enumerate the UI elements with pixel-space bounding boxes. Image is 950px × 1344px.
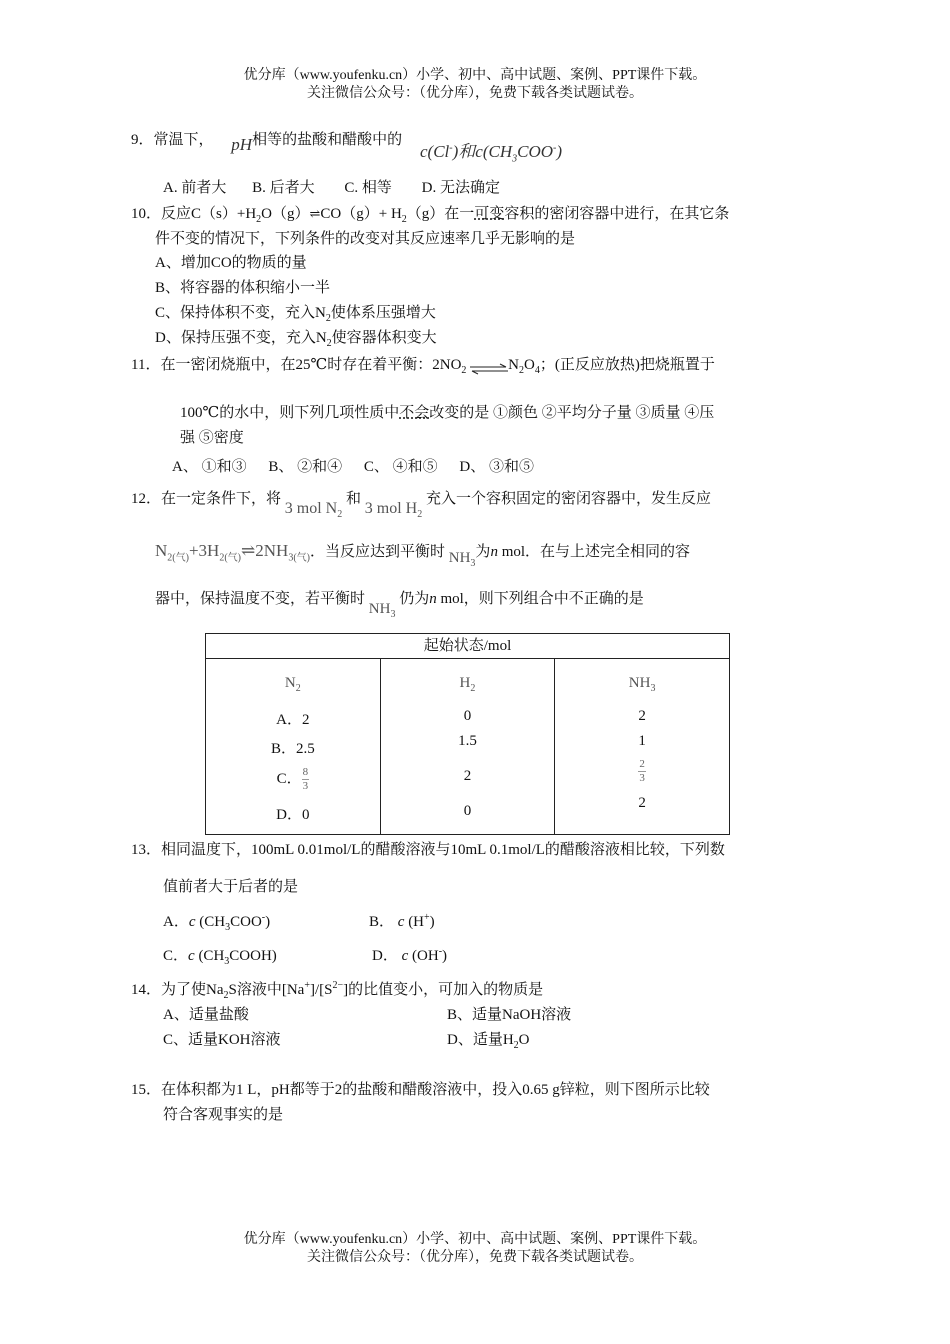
reaction-equation <box>155 541 310 564</box>
option-text: O <box>518 1032 530 1048</box>
option-text: (H <box>408 914 425 930</box>
q9-text-b: 相等的盐酸和醋酸中的 <box>252 132 403 148</box>
q10-line-2: 件不变的情况下，下列条件的改变对其反应速率几乎无影响的是 <box>155 231 576 247</box>
q12-h2-amount: 3 mol $H_2$ <box>364 500 423 521</box>
q13-option-c[interactable]: C．c $(CH_3COOH)$ <box>163 948 277 967</box>
q12-text: 仍为 <box>399 591 430 607</box>
option-text: 使体系压强增大 <box>330 305 436 321</box>
question-number: 13． <box>131 842 162 858</box>
option-text: D、适量H <box>447 1032 514 1048</box>
nh3-symbol: $NH_3$ <box>368 601 396 620</box>
q15-text: 在体积都为1 L，pH都等于2的盐酸和醋酸溶液中，投入0.65 g锌粒，则下图所示比较 <box>161 1082 710 1098</box>
variable-c: c <box>401 948 409 964</box>
question-number: 15． <box>131 1082 162 1098</box>
option-label: B． <box>369 914 395 930</box>
table-header <box>206 675 380 694</box>
table-cell: 2 <box>638 708 646 724</box>
table-col-n2 <box>206 659 381 835</box>
q14-text: 为了使Na <box>161 982 224 998</box>
page-header <box>0 67 950 103</box>
fraction-2-3 <box>638 758 646 785</box>
variable-c: c <box>188 914 196 930</box>
q12-line-2 <box>155 540 691 569</box>
option-text: D、保持压强不变，充入N <box>155 330 327 346</box>
option-text: 使容器体积变大 <box>331 330 437 346</box>
q10-option-b[interactable]: B、将容器的体积缩小一半 <box>155 280 331 296</box>
formula-part: NH <box>368 601 391 617</box>
q12-text: 器中，保持温度不变，若平衡时 <box>155 591 366 607</box>
q9-formula: c(Cl-)和$c(CH_3COO^-)$ <box>420 142 563 165</box>
variable-c: c <box>188 948 195 964</box>
page-footer <box>0 1231 950 1267</box>
equilibrium-arrow-icon: ⇌ <box>309 206 321 221</box>
option-text: (CH <box>199 914 226 930</box>
q12-text: mol．在与上述完全相同的容 <box>501 544 691 560</box>
footer-line-1: 优分库（www.youfenku.cn）小学、初中、高中试题、案例、PPT课件下载。 <box>243 1232 707 1247</box>
header-sub: 2 <box>470 683 476 694</box>
formula-part: 2NH <box>255 541 289 560</box>
q11-text: 100℃的水中，则下列几项性质中 <box>180 405 400 421</box>
q11-emphasis: 不会 <box>399 405 430 421</box>
q13-option-a[interactable]: A．c $(CH_3COO^-)$ <box>163 912 271 933</box>
q12-text: 和 <box>345 491 361 507</box>
question-number: 14． <box>131 982 162 998</box>
question-9 <box>131 128 403 154</box>
q12-text: 充入一个容积固定的密闭容器中，发生反应 <box>425 491 711 507</box>
option-text: COO <box>230 914 262 930</box>
option-label: C． <box>163 948 189 964</box>
frac-den: 3 <box>302 780 309 792</box>
header-text: H <box>459 675 471 691</box>
question-12 <box>131 487 711 521</box>
question-14: 14．为了使$Na_2S$溶液中$[Na^+]/[S^{2-}]$的比值变小，可加入的物质是 <box>131 980 544 1001</box>
q12-text: 在一定条件下，将 <box>161 491 282 507</box>
formula-part: +3H <box>188 541 220 560</box>
fraction-8-3 <box>302 766 310 793</box>
option-text: (OH <box>412 948 439 964</box>
q12-text: 为 <box>475 544 491 560</box>
equilibrium-arrow-icon: ⇌ <box>241 541 256 560</box>
option-label: A． <box>163 914 189 930</box>
q10-text: 容积的密闭容器中进行，在其它条 <box>504 206 730 222</box>
table-header <box>555 675 729 694</box>
question-number: 9． <box>131 132 154 148</box>
option-label: D． <box>372 948 398 964</box>
formula-part: N <box>155 541 168 560</box>
q14-option-d[interactable]: D、适量$H_2O$ <box>447 1032 530 1051</box>
formula-sub: 3(气) <box>288 552 310 564</box>
question-number: 11． <box>131 357 161 373</box>
table-cell: 2 <box>638 795 646 811</box>
q15-line-2: 符合客观事实的是 <box>163 1107 284 1123</box>
q11-option-d[interactable]: D、 ③和⑤ <box>459 459 534 475</box>
formula-part: NH <box>448 550 471 566</box>
q13-line-2: 值前者大于后者的是 <box>163 879 299 895</box>
variable-n: n <box>429 591 437 607</box>
cell-label: C． <box>276 770 302 787</box>
q10-text: O（g） <box>261 206 310 222</box>
table-cell <box>206 766 380 793</box>
q11-line-2 <box>180 401 714 422</box>
q10-text: 反应C（s）+H <box>161 206 257 222</box>
formula-part: 3 mol H <box>364 500 418 517</box>
variable-n: n <box>490 544 498 560</box>
q11-text: 在一密闭烧瓶中，在25℃时存在着平衡：2NO <box>160 357 462 373</box>
question-15 <box>131 1078 710 1099</box>
table-col-h2 <box>380 659 555 835</box>
header-text: N <box>284 675 296 691</box>
q12-text: ．当反应达到平衡时 <box>309 544 445 560</box>
q10-option-d[interactable]: D、保持压强不变，充入$N_2$使容器体积变大 <box>155 330 437 349</box>
q10-option-a[interactable]: A、增加CO的物质的量 <box>155 255 307 271</box>
frac-num: 2 <box>639 758 645 770</box>
option-text: COOH) <box>229 948 277 964</box>
q11-line-3: 强 ⑤密度 <box>180 430 244 446</box>
table-col-nh3 <box>555 659 730 835</box>
question-11: 11．在一密闭烧瓶中，在25℃时存在着平衡：$2NO_2$ $N_2O_4$；(正反应放热)把烧瓶置于 <box>131 357 715 376</box>
table-header <box>381 675 555 694</box>
variable-c: c <box>397 914 405 930</box>
q12-line-3 <box>155 587 644 620</box>
table-cell <box>555 758 729 785</box>
header-line-2: 关注微信公众号：（优分库），免费下载各类试题试卷。 <box>307 86 643 101</box>
formula-part: c(Cl <box>420 142 450 161</box>
q10-option-c[interactable]: C、保持体积不变，充入$N_2$使体系压强增大 <box>155 305 436 324</box>
option-text: C、保持体积不变，充入N <box>155 305 326 321</box>
header-sub: 2 <box>295 683 301 694</box>
q14-text: ]的比值变小，可加入的物质是 <box>343 982 544 998</box>
q14-option-c[interactable]: C、适量KOH溶液 <box>163 1032 281 1048</box>
table-cell: 0 <box>463 708 472 724</box>
q11-text: ；(正反应放热)把烧瓶置于 <box>539 357 715 373</box>
frac-den: 3 <box>639 772 645 784</box>
table-cell: A．2 <box>276 712 310 728</box>
question-10: 10．反应$C(s)+H_2O(g)\rightleftharpoons CO(g)+ H_2(g)$在一可变容积的密闭容器中进行，在其它条 <box>131 206 730 225</box>
q11-option-b[interactable]: B、 ②和④ <box>268 459 343 475</box>
q11-text: N <box>508 357 519 373</box>
formula-part: )和c(CH <box>452 142 513 161</box>
header-sub: 3 <box>650 683 656 694</box>
question-13 <box>131 838 725 859</box>
q14-option-a[interactable]: A、适量盐酸 <box>163 1007 249 1023</box>
table-title: 起始状态/mol <box>206 634 730 659</box>
table-cell: 2 <box>463 768 472 784</box>
q10-text: CO（g）+ H <box>320 206 402 222</box>
reversible-arrow-icon <box>470 361 508 371</box>
q13-text: 相同温度下，100mL 0.01mol/L的醋酸溶液与10mL 0.1mol/L的醋酸溶液相比较，下列数 <box>161 842 725 858</box>
ph-symbol: pH <box>231 135 253 154</box>
header-text: NH <box>628 675 651 691</box>
table-cell: D．0 <box>276 807 310 823</box>
formula-part: ) <box>556 142 563 161</box>
table-cell: 1.5 <box>458 733 477 749</box>
header-line-1: 优分库（www.youfenku.cn）小学、初中、高中试题、案例、PPT课件下载。 <box>243 68 707 83</box>
formula-part: 3 mol N <box>284 500 338 517</box>
q11-option-a[interactable]: A、 ①和③ <box>172 459 247 475</box>
q9-option-b[interactable]: B. 后者大 <box>252 180 315 196</box>
q9-options <box>163 176 500 197</box>
q14-text: S溶液中[Na <box>228 982 305 998</box>
formula-sub: 2(气) <box>219 552 241 564</box>
q9-text: 常温下， <box>153 132 214 148</box>
q14-option-b[interactable]: B、适量NaOH溶液 <box>447 1007 572 1023</box>
question-number: 12． <box>131 491 162 507</box>
initial-state-table <box>205 633 730 835</box>
nh3-symbol: $NH_3$ <box>448 550 476 569</box>
table-cell: B．2.5 <box>270 741 315 757</box>
q11-text: O <box>524 357 535 373</box>
option-text: (CH <box>198 948 225 964</box>
q10-text: （g）在一 <box>406 206 475 222</box>
frac-num: 8 <box>302 766 309 778</box>
table-cell: 0 <box>463 803 472 819</box>
q13-option-d[interactable]: D． c (OH-) <box>372 946 448 964</box>
q12-text: mol，则下列组合中不正确的是 <box>440 591 644 607</box>
q9-option-d[interactable]: D. 无法确定 <box>421 180 500 196</box>
formula-sub: 2(气) <box>167 552 189 564</box>
q9-option-c[interactable]: C. 相等 <box>344 180 392 196</box>
q11-text: 改变的是 ①颜色 ②平均分子量 ③质量 ④压 <box>429 405 715 421</box>
q12-n2-amount: 3 mol $N_2$ <box>284 500 343 521</box>
q11-option-c[interactable]: C、 ④和⑤ <box>363 459 438 475</box>
q10-emphasis: 可变 <box>474 206 505 222</box>
question-number: 10． <box>131 206 162 222</box>
q11-options <box>172 455 534 476</box>
formula-part: COO <box>517 142 554 161</box>
q14-text: ]/[S <box>309 982 333 998</box>
footer-line-2: 关注微信公众号：（优分库），免费下载各类试题试卷。 <box>307 1250 643 1265</box>
table-cell: 1 <box>638 733 646 749</box>
q13-option-b[interactable]: B． c (H+) <box>369 912 435 930</box>
q9-option-a[interactable]: A. 前者大 <box>163 180 227 196</box>
